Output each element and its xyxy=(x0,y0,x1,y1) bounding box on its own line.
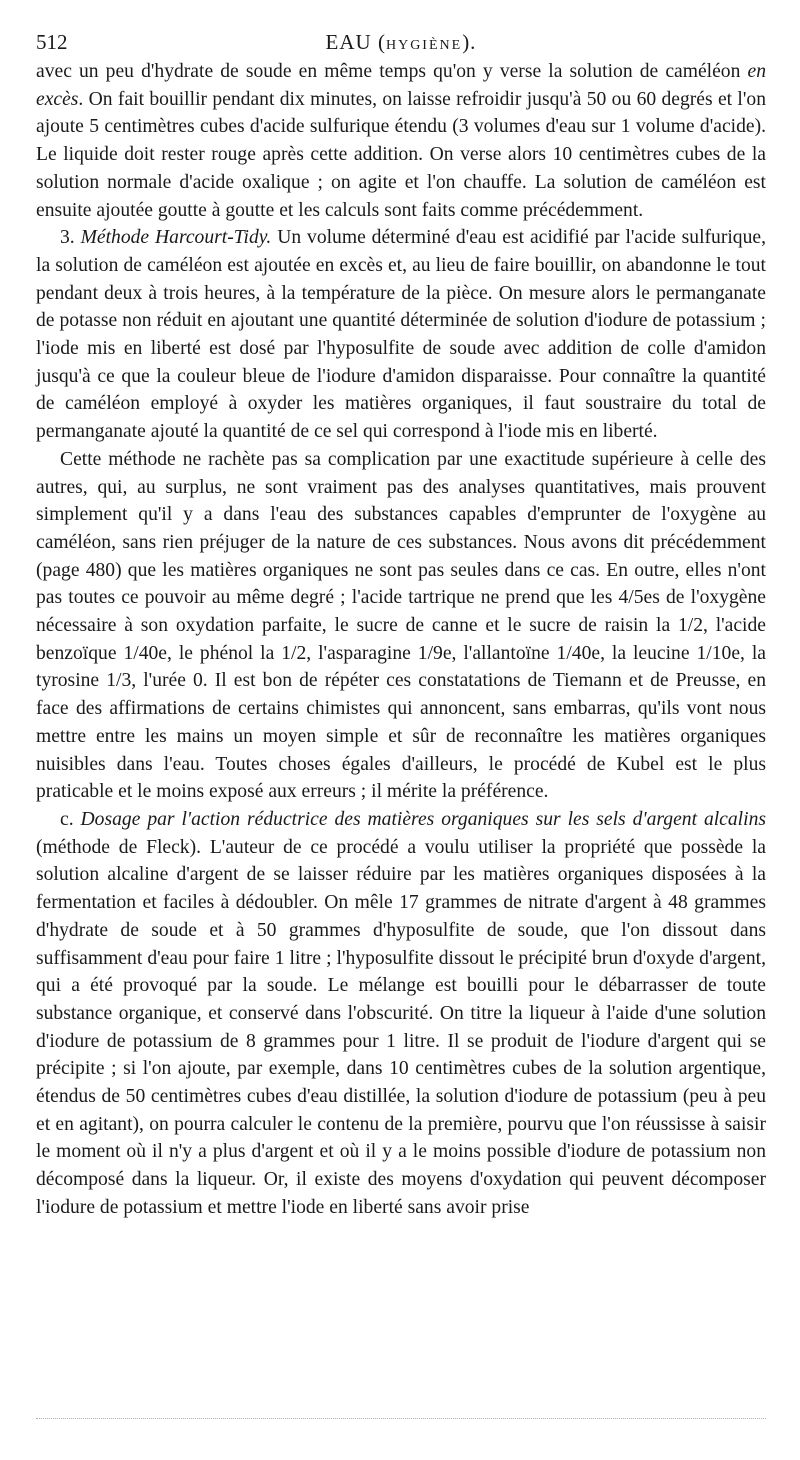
page-bottom-rule xyxy=(36,1418,766,1419)
body-text xyxy=(36,58,766,1222)
running-header xyxy=(36,24,766,58)
document-page xyxy=(36,24,766,1222)
paragraph-method-harcourt-tidy: 3. Méthode Harcourt-Tidy. Un volume déterminé d'eau est acidifié par l'acide sulfurique, la solution de caméléon est ajoutée en excès et, au lieu de faire bouillir, on abandonne le tout pendant deux à trois heures, à la température de la pièce. On mesure alors le permanganate de potasse non réduit en ajoutant une quantité déterminée de solution d'iodure de potassium ; l'iode mis en liberté est dosé par l'hyposulfite de soude avec addition de colle d'amidon jusqu'à ce que la couleur bleue de l'iodure d'amidon disparaisse. Pour connaître la quantité de caméléon employé à oxyder les matières organiques, il faut soustraire du total de permanganate ajouté la quantité de ce sel qui correspond à l'iode mis en liberté. xyxy=(36,227,766,443)
page-number: 512 xyxy=(36,30,68,54)
running-title-main: EAU xyxy=(325,30,372,54)
paragraph-fleck-method: c. Dosage par l'action réductrice des matières organiques sur les sels d'argent alcalins (méthode de Fleck). L'auteur de ce procédé a voulu utiliser la propriété que possède la solution alcaline d'argent de se laisser réduire par les matières organiques disposées à la fermentation et faciles à dédoubler. On mêle 17 grammes de nitrate d'argent à 48 grammes d'hydrate de soude et à 50 grammes d'hyposulfite de soude, que l'on dissout dans suffisamment d'eau pour faire 1 litre ; l'hyposulfite dissout le précipité brun d'oxyde d'argent, qui a été provoqué par la soude. Le mélange est bouilli pour le débarrasser de toute substance organique, et conservé dans l'obscurité. On titre la liqueur à l'aide d'une solution d'iodure de potassium de 8 grammes pour 1 litre. Il se produit de l'iodure d'argent qui se précipite ; si l'on ajoute, par exemple, dans 10 centimètres cubes de la solution argentique, étendus de 50 centimètres cubes d'eau distillée, la solution d'iodure de potassium (peu à peu et en agitant), on pourra calculer le contenu de la première, pourvu que l'on réussisse à saisir le moment où il n'y a plus d'argent et où il y a le moins possible d'iodure de potassium non décomposé dans la liqueur. Or, il existe des moyens d'oxydation qui peuvent décomposer l'iodure de potassium et mettre l'iode en liberté sans avoir prise xyxy=(36,808,766,1218)
paragraph-method-critique: Cette méthode ne rachète pas sa complication par une exactitude supérieure à celle des autres, qui, au surplus, ne sont vraiment pas des analyses quantitatives, mais prouvent simplement qu'il y a dans l'eau des substances capables d'emprunter de l'oxygène au caméléon, sans rien préjuger de la nature de ces substances. Nous avons dit précédemment (page 480) que les matières organiques ne sont pas seules dans ce cas. En outre, elles n'ont pas toutes ce pouvoir au même degré ; l'acide tartrique ne prend que les 4/5es de l'oxygène nécessaire à son oxydation parfaite, le sucre de canne et le sucre de raisin la 1/2, l'acide benzoïque 1/40e, le phénol la 1/2, l'asparagine 1/9e, l'allantoïne 1/40e, la leucine 1/10e, la tyrosine 1/3, l'urée 0. Il est bon de répéter ces constatations de Tiemann et de Preusse, en face des affirmations de certains chimistes qui annoncent, sans embarras, qu'ils vont nous mettre entre les mains un moyen simple et sûr de reconnaître les matières organiques nuisibles dans l'eau. Toutes choses égales d'ailleurs, le procédé de Kubel est le plus praticable et le moins exposé aux erreurs ; il mérite la préférence. xyxy=(36,448,766,803)
running-title-sub: HYGIÈNE xyxy=(385,38,463,53)
paragraph-continuation: avec un peu d'hydrate de soude en même temps qu'on y verse la solution de caméléon en excès. On fait bouillir pendant dix minutes, on laisse refroidir jusqu'à 50 ou 60 degrés et l'on ajoute 5 centimètres cubes d'acide sulfurique étendu (3 volumes d'eau sur 1 volume d'acide). Le liquide doit rester rouge après cette addition. On verse alors 10 centimètres cubes de la solution normale d'acide oxalique ; on agite et l'on chauffe. La solution de caméléon est ensuite ajoutée goutte à goutte et les calculs sont faits comme précédemment. xyxy=(36,61,766,221)
method-title: Méthode Harcourt-Tidy. xyxy=(80,227,272,249)
section-title: Dosage par l'action réductrice des matières organiques sur les sels d'argent alcalins xyxy=(80,808,766,830)
running-title: EAU (HYGIÈNE). xyxy=(325,30,477,54)
